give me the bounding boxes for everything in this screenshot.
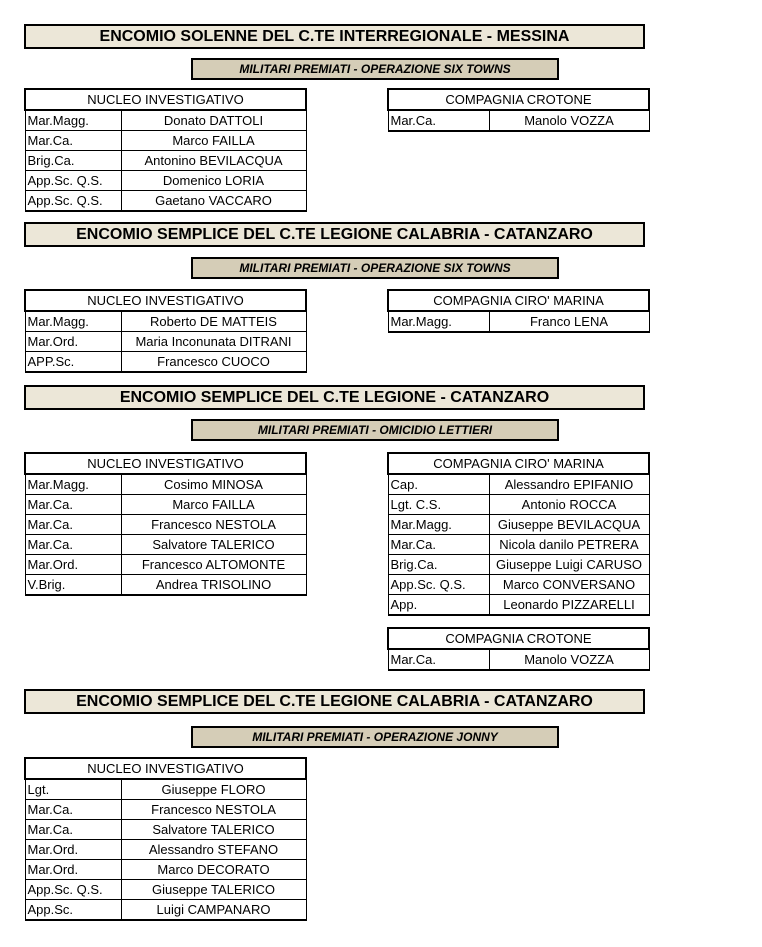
section-3-subtitle: MILITARI PREMIATI - OMICIDIO LETTIERI (191, 419, 559, 441)
table-row (388, 495, 649, 515)
table-row (25, 555, 306, 575)
rank-cell: Mar.Ord. (25, 840, 121, 860)
section-4-title: ENCOMIO SEMPLICE DEL C.TE LEGIONE CALABRIA - CATANZARO (24, 689, 645, 714)
section-1-title: ENCOMIO SOLENNE DEL C.TE INTERREGIONALE - MESSINA (24, 24, 645, 49)
table-row (388, 535, 649, 555)
name-cell: Marco DECORATO (121, 860, 306, 880)
table-row (25, 515, 306, 535)
table-header: COMPAGNIA CROTONE (388, 628, 649, 649)
table-row (25, 171, 306, 191)
table-row (25, 352, 306, 373)
name-cell: Marco FAILLA (121, 131, 306, 151)
name-cell: Marco CONVERSANO (489, 575, 649, 595)
rank-cell: Mar.Ca. (25, 820, 121, 840)
table-row (388, 110, 649, 131)
table-row (388, 595, 649, 616)
section-2-subtitle: MILITARI PREMIATI - OPERAZIONE SIX TOWNS (191, 257, 559, 279)
name-cell: Leonardo PIZZARELLI (489, 595, 649, 616)
rank-cell: Mar.Ca. (25, 495, 121, 515)
name-cell: Giuseppe TALERICO (121, 880, 306, 900)
section-2-title: ENCOMIO SEMPLICE DEL C.TE LEGIONE CALABRIA - CATANZARO (24, 222, 645, 247)
section-4-subtitle: MILITARI PREMIATI - OPERAZIONE JONNY (191, 726, 559, 748)
name-cell: Roberto DE MATTEIS (121, 311, 306, 332)
table-header: NUCLEO INVESTIGATIVO (25, 758, 306, 779)
name-cell: Manolo VOZZA (489, 110, 649, 131)
rank-cell: Mar.Magg. (25, 311, 121, 332)
rank-cell: Mar.Ca. (388, 649, 489, 670)
rank-cell: Mar.Ca. (25, 535, 121, 555)
name-cell: Franco LENA (489, 311, 649, 332)
rank-cell: Lgt. (25, 779, 121, 800)
rank-cell: App.Sc. Q.S. (25, 171, 121, 191)
name-cell: Francesco NESTOLA (121, 800, 306, 820)
name-cell: Francesco CUOCO (121, 352, 306, 373)
rank-cell: Brig.Ca. (388, 555, 489, 575)
section-3-crotone-table (387, 627, 650, 671)
rank-cell: Mar.Ca. (25, 800, 121, 820)
table-row (25, 880, 306, 900)
rank-cell: Mar.Magg. (25, 474, 121, 495)
section-4-nucleo-table (24, 757, 307, 921)
section-3-nucleo-table (24, 452, 307, 596)
table-row (25, 131, 306, 151)
name-cell: Luigi CAMPANARO (121, 900, 306, 921)
rank-cell: Mar.Ca. (388, 110, 489, 131)
table-row (25, 535, 306, 555)
table-header: NUCLEO INVESTIGATIVO (25, 89, 306, 110)
section-3-ciro-marina-table (387, 452, 650, 616)
section-1-subtitle: MILITARI PREMIATI - OPERAZIONE SIX TOWNS (191, 58, 559, 80)
name-cell: Domenico LORIA (121, 171, 306, 191)
table-row (25, 495, 306, 515)
section-2-ciro-marina-table (387, 289, 650, 333)
rank-cell: Mar.Ca. (388, 535, 489, 555)
table-header: COMPAGNIA CIRO' MARINA (388, 290, 649, 311)
rank-cell: Mar.Magg. (25, 110, 121, 131)
table-row (25, 474, 306, 495)
table-row (388, 474, 649, 495)
name-cell: Donato DATTOLI (121, 110, 306, 131)
rank-cell: Mar.Ord. (25, 860, 121, 880)
table-row (25, 311, 306, 332)
name-cell: Salvatore TALERICO (121, 820, 306, 840)
table-row (388, 555, 649, 575)
rank-cell: Mar.Ca. (25, 515, 121, 535)
rank-cell: Brig.Ca. (25, 151, 121, 171)
rank-cell: V.Brig. (25, 575, 121, 596)
name-cell: Giuseppe FLORO (121, 779, 306, 800)
table-header: NUCLEO INVESTIGATIVO (25, 453, 306, 474)
table-row (25, 151, 306, 171)
table-row (25, 779, 306, 800)
table-row (25, 900, 306, 921)
table-row (25, 820, 306, 840)
section-1-crotone-table (387, 88, 650, 132)
rank-cell: App.Sc. Q.S. (388, 575, 489, 595)
name-cell: Giuseppe Luigi CARUSO (489, 555, 649, 575)
table-row (25, 840, 306, 860)
rank-cell: Cap. (388, 474, 489, 495)
name-cell: Antonino BEVILACQUA (121, 151, 306, 171)
table-header: COMPAGNIA CROTONE (388, 89, 649, 110)
table-row (25, 575, 306, 596)
rank-cell: Mar.Magg. (388, 515, 489, 535)
rank-cell: APP.Sc. (25, 352, 121, 373)
table-row (25, 800, 306, 820)
table-row (388, 575, 649, 595)
name-cell: Salvatore TALERICO (121, 535, 306, 555)
table-header: NUCLEO INVESTIGATIVO (25, 290, 306, 311)
name-cell: Nicola danilo PETRERA (489, 535, 649, 555)
rank-cell: App.Sc. (25, 900, 121, 921)
rank-cell: App.Sc. Q.S. (25, 191, 121, 212)
section-2-nucleo-table (24, 289, 307, 373)
section-1-nucleo-table (24, 88, 307, 212)
name-cell: Francesco ALTOMONTE (121, 555, 306, 575)
name-cell: Antonio ROCCA (489, 495, 649, 515)
table-row (388, 311, 649, 332)
table-row (388, 649, 649, 670)
name-cell: Andrea TRISOLINO (121, 575, 306, 596)
rank-cell: Mar.Magg. (388, 311, 489, 332)
rank-cell: Mar.Ca. (25, 131, 121, 151)
rank-cell: App. (388, 595, 489, 616)
name-cell: Alessandro STEFANO (121, 840, 306, 860)
table-header: COMPAGNIA CIRO' MARINA (388, 453, 649, 474)
rank-cell: Lgt. C.S. (388, 495, 489, 515)
name-cell: Maria Inconunata DITRANI (121, 332, 306, 352)
name-cell: Marco FAILLA (121, 495, 306, 515)
table-row (388, 515, 649, 535)
name-cell: Cosimo MINOSA (121, 474, 306, 495)
table-row (25, 110, 306, 131)
name-cell: Francesco NESTOLA (121, 515, 306, 535)
rank-cell: Mar.Ord. (25, 332, 121, 352)
table-row (25, 191, 306, 212)
table-row (25, 332, 306, 352)
section-3-title: ENCOMIO SEMPLICE DEL C.TE LEGIONE - CATANZARO (24, 385, 645, 410)
table-row (25, 860, 306, 880)
rank-cell: Mar.Ord. (25, 555, 121, 575)
name-cell: Giuseppe BEVILACQUA (489, 515, 649, 535)
name-cell: Manolo VOZZA (489, 649, 649, 670)
name-cell: Gaetano VACCARO (121, 191, 306, 212)
name-cell: Alessandro EPIFANIO (489, 474, 649, 495)
rank-cell: App.Sc. Q.S. (25, 880, 121, 900)
